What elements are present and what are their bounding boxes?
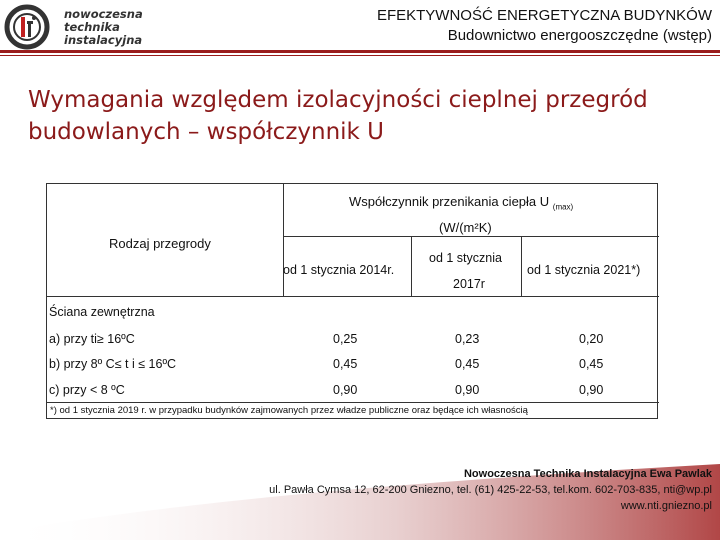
- u-coefficient-table: [46, 183, 658, 419]
- row-a-2014: 0,25: [333, 332, 358, 346]
- table-divider-v-col2: [411, 236, 412, 296]
- coef-header: Współczynnik przenikania ciepła U $_{(max)}$: [349, 194, 574, 212]
- section-label: Ściana zewnętrzna: [49, 305, 155, 319]
- rodzaj-header: Rodzaj przegrody: [109, 236, 211, 251]
- row-label-c: c) przy < 8 ºC: [49, 383, 125, 397]
- row-c-2017: 0,90: [455, 383, 480, 397]
- col-header-2017-a: od 1 stycznia: [429, 251, 502, 265]
- header-divider: [0, 50, 720, 53]
- company-logo: [4, 4, 144, 50]
- footer-company: Nowoczesna Technika Instalacyjna Ewa Pawlak: [463, 468, 712, 480]
- slide-title: Wymagania względem izolacyjności cieplnej przegród budowlanych – współczynnik U: [28, 87, 648, 145]
- footer-website[interactable]: www.nti.gniezno.pl: [620, 500, 712, 512]
- row-label-b: b) przy 8º C≤ t i ≤ 16ºC: [49, 357, 177, 371]
- table-divider-h-cols: [47, 296, 659, 297]
- logo-wordmark: nowoczesna technika instalacyjna: [64, 7, 143, 47]
- unit-label: (W/(m²K): [439, 220, 492, 235]
- row-b-2021: 0,45: [579, 357, 604, 371]
- row-a-2017: 0,23: [455, 332, 480, 346]
- table-divider-h-unit: [283, 236, 659, 237]
- row-a-2021: 0,20: [579, 332, 604, 346]
- row-b-2014: 0,45: [333, 357, 358, 371]
- table-divider-v-main: [283, 184, 284, 296]
- footer-address: ul. Pawła Cymsa 12, 62-200 Gniezno, tel. (61) 425-22-53, tel.kom. 602-703-835, nti@wp.pl: [269, 484, 712, 496]
- header-titles: [377, 6, 712, 46]
- footer-contact: [269, 466, 712, 514]
- table-footnote: *) od 1 stycznia 2019 r. w przypadku budynków zajmowanych przez władze publiczne oraz będące ich własnością: [50, 405, 528, 416]
- table-divider-v-col3: [521, 236, 522, 296]
- col-header-2021: od 1 stycznia 2021*): [527, 263, 641, 277]
- header-line-1: EFEKTYWNOŚĆ ENERGETYCZNA BUDYNKÓW: [376, 7, 712, 24]
- header-line-2: Budownictwo energooszczędne (wstęp): [447, 27, 712, 44]
- logo-mark-icon: [4, 4, 60, 50]
- row-label-a: a) przy ti≥ 16ºC: [49, 332, 135, 346]
- header-divider-thin: [0, 55, 720, 56]
- col-header-2017-b: 2017r: [453, 277, 485, 291]
- table-divider-h-footnote: [47, 402, 659, 403]
- col-header-2014: od 1 stycznia 2014r.: [283, 263, 395, 277]
- row-c-2021: 0,90: [579, 383, 604, 397]
- row-b-2017: 0,45: [455, 357, 480, 371]
- row-c-2014: 0,90: [333, 383, 358, 397]
